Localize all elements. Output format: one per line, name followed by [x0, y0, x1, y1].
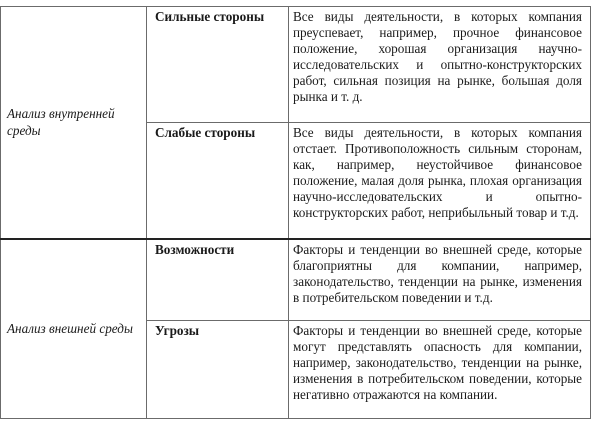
opportunities-label: Возможности: [155, 241, 235, 257]
table-row-opportunities: [1, 239, 591, 321]
opportunities-label-cell: [147, 239, 289, 321]
threats-description-cell: [289, 321, 591, 419]
strengths-label: Сильные стороны: [155, 9, 265, 24]
strengths-label-cell: [147, 7, 289, 123]
weaknesses-description: Все виды деятельности, в которых компания отстает. Противоположность сильным сторонам, как, например, неустойчивое финансовое положение, малая доля рынка, плохая организация научно-исследовательских и опытно-конструкторских работ, неприбыльный товар и т.д.: [293, 125, 582, 220]
strengths-description: Все виды деятельности, в которых компания преуспевает, например, прочное финансовое положение, хорошая организация научно-исследовательских и опытно-конструкторских работ, сильная позиция на рынке, большая доля рынка и т. д.: [293, 9, 582, 104]
internal-analysis-label: Анализ внутренней среды: [7, 106, 115, 139]
table-row-strengths: [1, 7, 591, 123]
weaknesses-label-cell: [147, 123, 289, 239]
opportunities-description-cell: [289, 239, 591, 321]
threats-description: Факторы и тенденции во внешней среде, которые могут представлять опасность для компании, например, законодательство, тенденции на рынке, изменения в потребительском поведении, которые негативно отражаются на компании.: [293, 323, 582, 402]
external-analysis-cell: [1, 239, 147, 419]
threats-label-cell: [147, 321, 289, 419]
swot-table: [0, 6, 591, 419]
opportunities-description: Факторы и тенденции во внешней среде, которые благоприятны для компании, например, законодательство, тенденции на рынке, изменения в потребительском поведении и т.д.: [293, 241, 582, 305]
external-analysis-label: Анализ внешней среды: [7, 321, 133, 337]
strengths-description-cell: [289, 7, 591, 123]
weaknesses-label: Слабые стороны: [155, 125, 256, 140]
weaknesses-description-cell: [289, 123, 591, 239]
internal-analysis-cell: [1, 7, 147, 239]
threats-label: Угрозы: [155, 323, 200, 338]
